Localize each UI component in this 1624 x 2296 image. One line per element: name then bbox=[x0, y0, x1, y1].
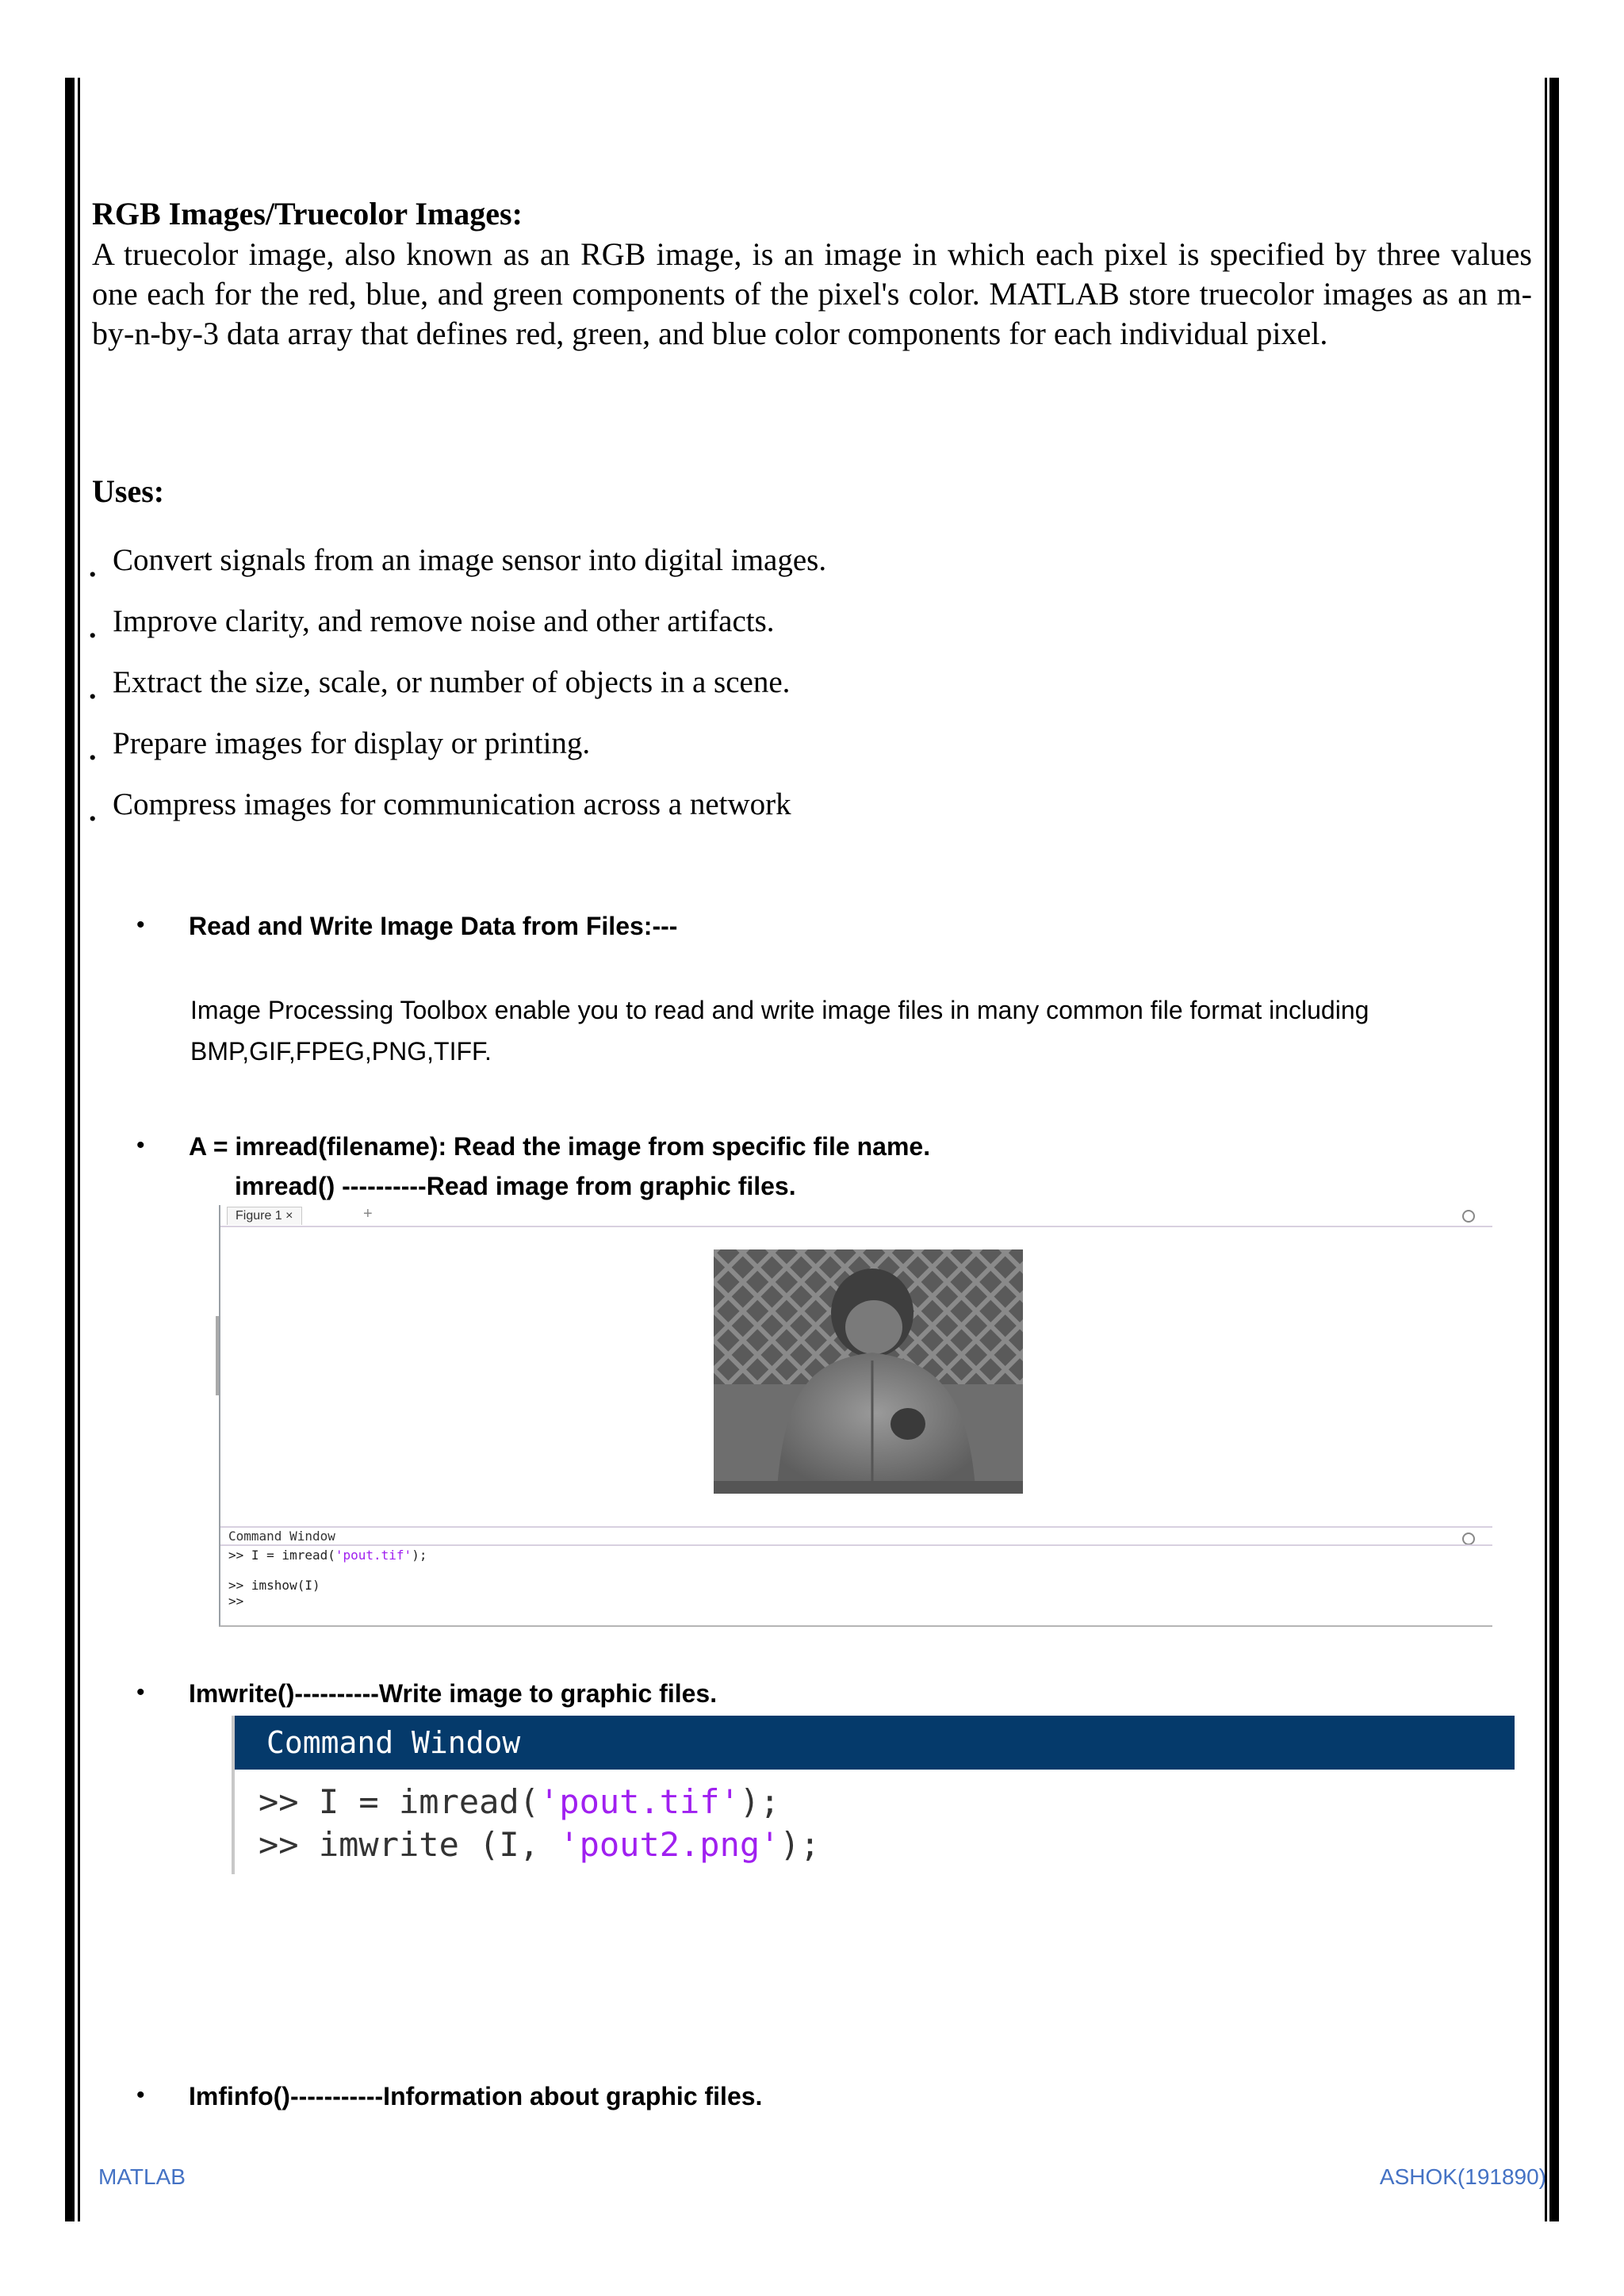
add-tab-icon[interactable]: + bbox=[363, 1205, 373, 1223]
scrollbar[interactable] bbox=[216, 1316, 219, 1395]
read-write-heading: Read and Write Image Data from Files:--- bbox=[189, 912, 678, 940]
bullet-icon: • bbox=[136, 1132, 145, 1158]
uses-item-text: Prepare images for display or printing. bbox=[113, 726, 591, 760]
bullet-dot: . bbox=[89, 672, 97, 706]
page-border-left bbox=[65, 78, 75, 2221]
uses-item-text: Extract the size, scale, or number of objects in a scene. bbox=[113, 665, 791, 699]
command-text: ); bbox=[412, 1548, 427, 1563]
uses-item bbox=[89, 663, 826, 724]
matlab-figure-window bbox=[219, 1205, 1492, 1627]
string-literal: 'pout.tif' bbox=[335, 1548, 412, 1563]
tab-figure-1[interactable] bbox=[227, 1207, 302, 1225]
command-window-label: Command Window bbox=[228, 1529, 335, 1544]
section-heading: RGB Images/Truecolor Images: bbox=[92, 196, 523, 232]
window-options-icon[interactable] bbox=[1462, 1210, 1475, 1223]
imwrite-heading: Imwrite()----------Write image to graphic files. bbox=[189, 1679, 718, 1708]
command-text: >> I = imread( bbox=[259, 1782, 540, 1821]
command-window-screenshot bbox=[232, 1716, 1515, 1874]
footer-left: MATLAB bbox=[98, 2164, 186, 2189]
read-write-body: Image Processing Toolbox enable you to read and write image files in many common file format including BMP,GIF,FPEG,PNG,TIFF. bbox=[190, 996, 1369, 1066]
tab-label: Figure 1 bbox=[236, 1209, 282, 1223]
uses-list bbox=[89, 541, 826, 846]
uses-title: Uses: bbox=[92, 473, 165, 509]
bullet-icon: • bbox=[136, 912, 145, 938]
page-border-right-inner bbox=[1545, 78, 1547, 2221]
string-literal: 'pout.tif' bbox=[539, 1782, 740, 1821]
command-line[interactable] bbox=[228, 1548, 427, 1563]
bullet-dot: . bbox=[89, 794, 97, 828]
window-options-icon[interactable] bbox=[1462, 1533, 1475, 1545]
imread-line: A = imread(filename): Read the image from specific file name. bbox=[189, 1132, 931, 1161]
command-line[interactable]: >> imshow(I) bbox=[228, 1578, 320, 1593]
figure-tab-bar bbox=[220, 1205, 1492, 1227]
command-text: ); bbox=[779, 1825, 821, 1864]
bullet-icon: • bbox=[136, 1679, 145, 1705]
imfinfo-heading: Imfinfo()-----------Information about graphic files. bbox=[189, 2082, 763, 2110]
bullet-dot: . bbox=[89, 550, 97, 584]
uses-item bbox=[89, 541, 826, 602]
command-window-title: Command Window bbox=[266, 1725, 521, 1760]
divider bbox=[220, 1526, 1492, 1528]
pout-image-svg bbox=[714, 1249, 1023, 1494]
command-window-titlebar bbox=[235, 1716, 1515, 1770]
command-line[interactable] bbox=[259, 1825, 820, 1864]
section-paragraph: A truecolor image, also known as an RGB image, is an image in which each pixel is specified by three values one each for the red, blue, and green components of the pixel's color. MATLAB store truecolor images as an m-by-n-by-3 data array that defines red, green, and blue color components for each individual pixel. bbox=[92, 236, 1532, 351]
uses-item bbox=[89, 602, 826, 663]
command-line[interactable] bbox=[259, 1782, 779, 1821]
bullet-dot: . bbox=[89, 611, 97, 645]
command-text: >> imwrite (I, bbox=[259, 1825, 560, 1864]
command-prompt[interactable]: >> bbox=[228, 1594, 244, 1609]
bullet-dot: . bbox=[89, 733, 97, 767]
bullet-icon: • bbox=[136, 2082, 145, 2108]
page-border-left-inner bbox=[78, 78, 80, 2221]
uses-item-text: Improve clarity, and remove noise and other artifacts. bbox=[113, 604, 775, 638]
divider bbox=[220, 1544, 1492, 1546]
string-literal: 'pout2.png' bbox=[559, 1825, 780, 1864]
page-border-right bbox=[1549, 78, 1559, 2221]
command-text: ); bbox=[739, 1782, 780, 1821]
pout-image bbox=[714, 1249, 1023, 1494]
close-icon[interactable]: × bbox=[285, 1209, 293, 1223]
command-text: >> I = imread( bbox=[228, 1548, 335, 1563]
uses-item-text: Convert signals from an image sensor into digital images. bbox=[113, 543, 827, 577]
uses-item bbox=[89, 785, 826, 846]
footer-right: ASHOK(191890) bbox=[1379, 2164, 1546, 2189]
imread-desc: imread() ----------Read image from graphic files. bbox=[235, 1172, 796, 1200]
uses-item-text: Compress images for communication across a network bbox=[113, 787, 791, 821]
uses-item bbox=[89, 724, 826, 785]
